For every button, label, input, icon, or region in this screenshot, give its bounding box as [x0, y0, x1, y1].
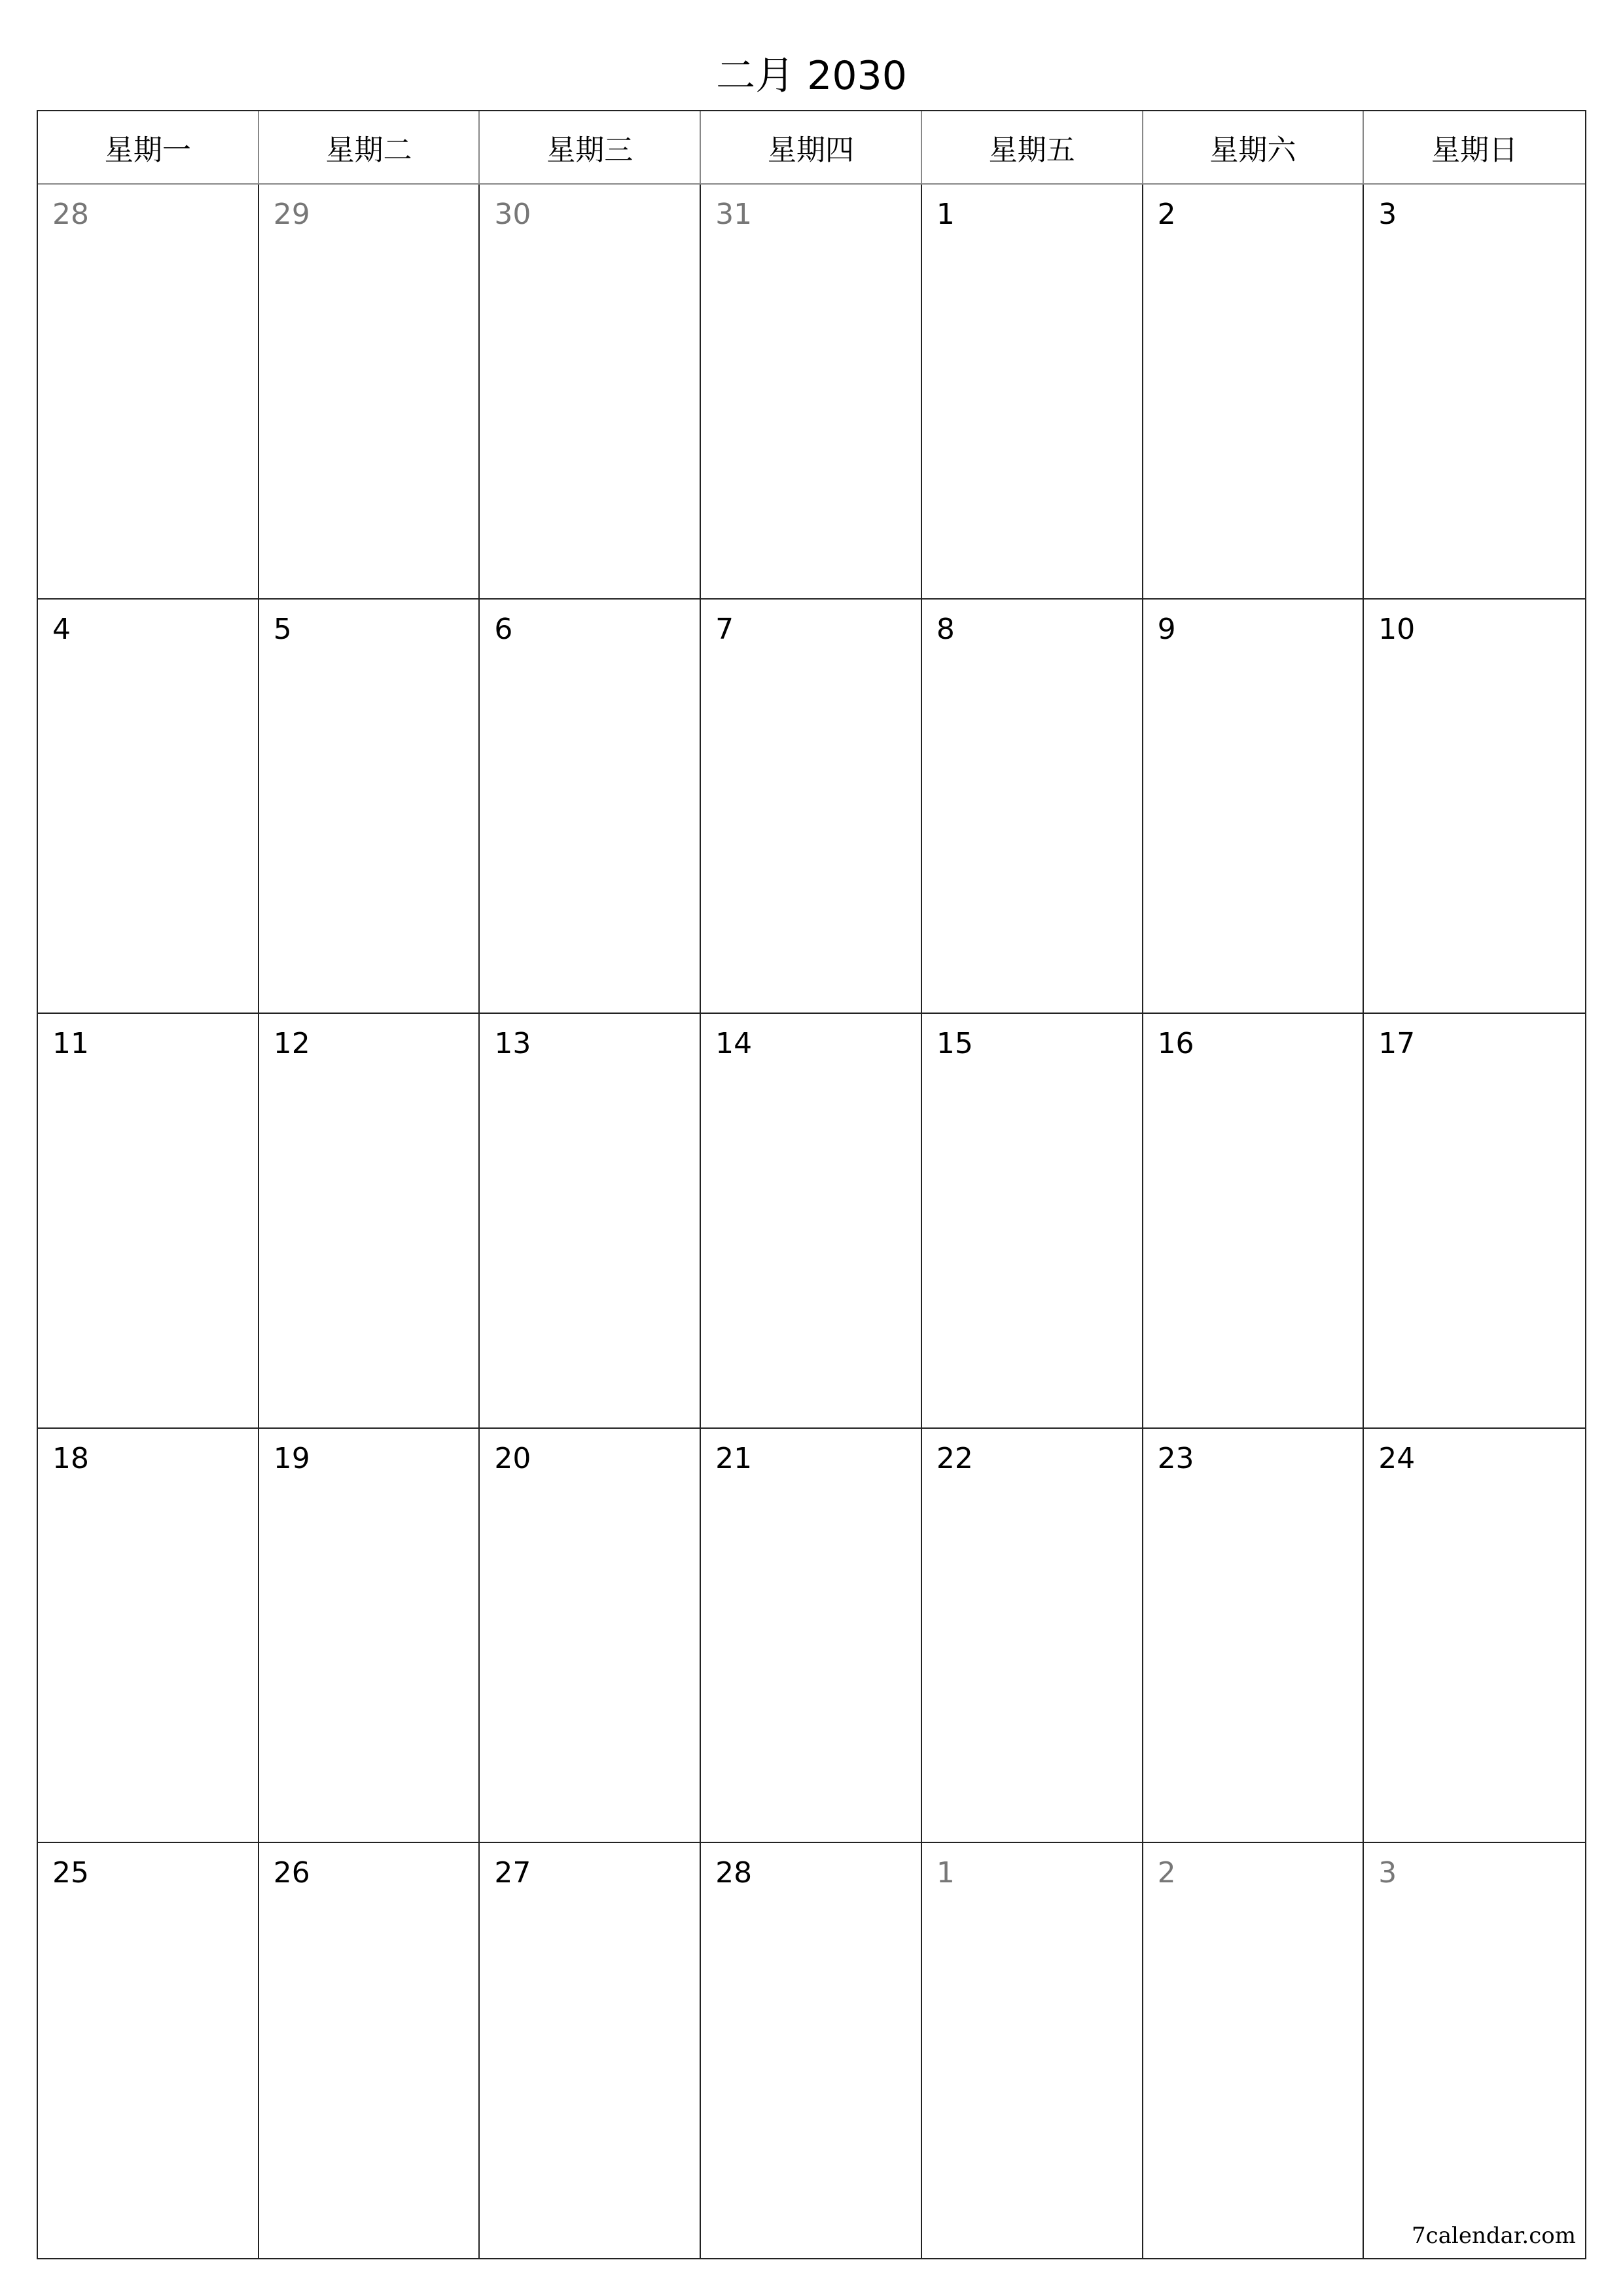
weekday-sunday: 星期日	[1431, 134, 1518, 167]
day-number: 30	[494, 198, 531, 231]
day-number: 3	[1378, 1856, 1397, 1890]
day-cell[interactable]	[259, 600, 480, 1013]
day-number: 12	[273, 1027, 310, 1061]
day-number: 7	[715, 612, 734, 646]
day-number: 24	[1378, 1441, 1416, 1475]
day-number: 2	[1157, 1856, 1176, 1890]
day-number: 23	[1157, 1441, 1194, 1475]
day-number: 26	[273, 1856, 310, 1890]
day-number: 25	[52, 1856, 89, 1890]
weekday-wednesday: 星期三	[480, 111, 701, 183]
day-cell[interactable]	[922, 1429, 1143, 1842]
weeks-container	[38, 185, 1585, 2258]
day-number: 5	[273, 612, 292, 646]
weekday-thursday: 星期四	[701, 111, 922, 183]
day-cell[interactable]	[259, 1843, 480, 2258]
weekday-friday: 星期五	[922, 111, 1143, 183]
day-cell[interactable]	[38, 1014, 259, 1427]
day-number: 8	[936, 612, 955, 646]
day-number: 13	[494, 1027, 531, 1061]
day-number: 11	[52, 1027, 89, 1061]
day-number: 16	[1157, 1027, 1194, 1061]
day-cell[interactable]	[480, 600, 701, 1013]
day-cell[interactable]	[922, 185, 1143, 598]
day-cell[interactable]	[38, 1429, 259, 1842]
day-cell[interactable]	[1364, 1429, 1585, 1842]
day-cell-other-month[interactable]	[922, 1843, 1143, 2258]
week-row	[38, 185, 1585, 600]
day-cell[interactable]	[1364, 600, 1585, 1013]
day-cell[interactable]	[922, 600, 1143, 1013]
day-cell[interactable]	[38, 600, 259, 1013]
day-number: 21	[715, 1441, 753, 1475]
calendar-grid	[37, 110, 1586, 2259]
day-cell[interactable]	[701, 600, 922, 1013]
week-row	[38, 1843, 1585, 2258]
weekday-monday: 星期一	[38, 111, 259, 183]
day-number: 9	[1157, 612, 1176, 646]
day-number: 29	[273, 198, 310, 231]
day-cell[interactable]	[1143, 1429, 1364, 1842]
day-number: 1	[936, 1856, 955, 1890]
day-cell-other-month[interactable]	[38, 185, 259, 598]
day-cell[interactable]	[259, 1429, 480, 1842]
day-cell[interactable]	[1143, 185, 1364, 598]
day-cell[interactable]	[259, 1014, 480, 1427]
day-number: 19	[273, 1441, 310, 1475]
day-cell-other-month[interactable]	[1364, 1843, 1585, 2258]
week-row	[38, 600, 1585, 1014]
day-number: 22	[936, 1441, 973, 1475]
page-title: 二月 2030	[716, 53, 907, 99]
day-number: 28	[52, 198, 89, 231]
week-row	[38, 1014, 1585, 1429]
day-number: 4	[52, 612, 71, 646]
day-cell[interactable]	[480, 1843, 701, 2258]
weekday-tuesday: 星期二	[259, 111, 480, 183]
day-cell[interactable]	[701, 1843, 922, 2258]
day-number: 2	[1157, 198, 1176, 231]
day-number: 31	[715, 198, 753, 231]
day-number: 27	[494, 1856, 531, 1890]
day-number: 18	[52, 1441, 89, 1475]
day-cell-other-month[interactable]	[480, 185, 701, 598]
day-cell[interactable]	[38, 1843, 259, 2258]
day-number: 3	[1378, 198, 1397, 231]
day-cell[interactable]	[480, 1429, 701, 1842]
day-cell[interactable]	[701, 1429, 922, 1842]
day-cell[interactable]	[1143, 600, 1364, 1013]
day-number: 14	[715, 1027, 753, 1061]
site-watermark: 7calendar.com	[1412, 2223, 1576, 2249]
day-cell-other-month[interactable]	[1143, 1843, 1364, 2258]
day-cell[interactable]	[1364, 1014, 1585, 1427]
week-row	[38, 1429, 1585, 1844]
day-cell-other-month[interactable]	[701, 185, 922, 598]
day-cell[interactable]	[1364, 185, 1585, 598]
day-cell-other-month[interactable]	[259, 185, 480, 598]
day-cell[interactable]	[1143, 1014, 1364, 1427]
day-number: 15	[936, 1027, 973, 1061]
day-number: 17	[1378, 1027, 1416, 1061]
day-cell[interactable]	[480, 1014, 701, 1427]
weekday-saturday: 星期六	[1143, 111, 1364, 183]
day-number: 6	[494, 612, 513, 646]
day-number: 10	[1378, 612, 1416, 646]
day-number: 1	[936, 198, 955, 231]
day-number: 20	[494, 1441, 531, 1475]
day-cell[interactable]	[701, 1014, 922, 1427]
weekday-header	[38, 111, 1585, 185]
day-number: 28	[715, 1856, 753, 1890]
day-cell[interactable]	[922, 1014, 1143, 1427]
